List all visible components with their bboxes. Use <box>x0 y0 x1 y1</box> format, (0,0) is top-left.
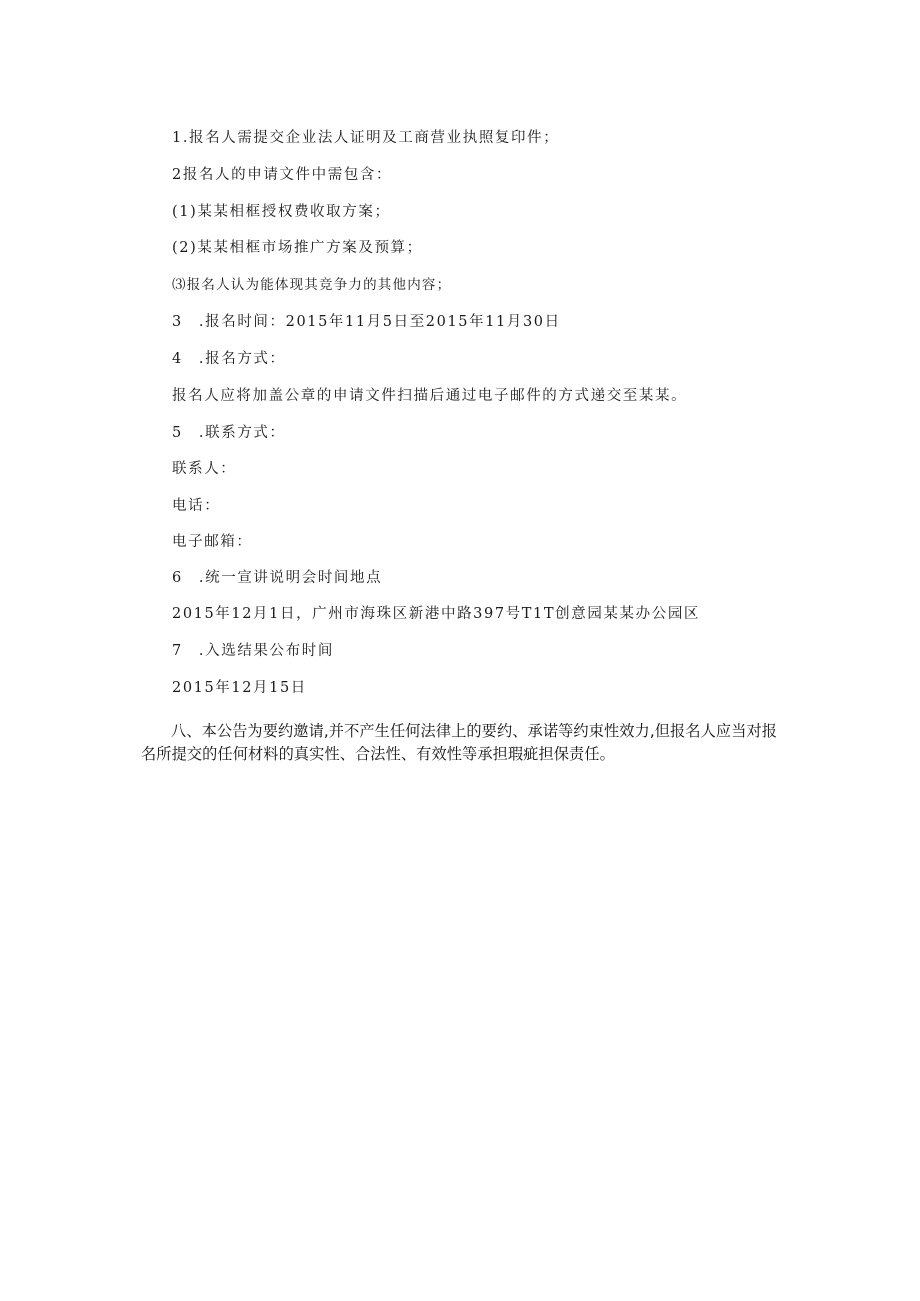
requirement-line-2: 2报名人的申请文件中需包含： <box>172 167 393 183</box>
requirement-item-3: ⑶报名人认为能体现其竞争力的其他内容； <box>172 277 452 293</box>
results-date: 2015年12月15日 <box>172 680 307 696</box>
registration-time: 3 .报名时间：2015年11月5日至2015年11月30日 <box>172 314 561 330</box>
registration-method-heading: 4 .报名方式： <box>172 351 286 367</box>
contact-heading: 5 .联系方式： <box>172 425 286 441</box>
requirement-item-2: (2)某某相框市场推广方案及预算； <box>172 240 423 256</box>
contact-phone: 电话： <box>172 498 221 514</box>
requirement-item-1: (1)某某相框授权费收取方案； <box>172 204 391 220</box>
requirement-line-1: 1.报名人需提交企业法人证明及工商营业执照复印件； <box>172 130 560 146</box>
briefing-heading: 6 .统一宣讲说明会时间地点 <box>172 570 383 586</box>
contact-email: 电子邮箱： <box>172 534 253 550</box>
results-heading: 7 .入选结果公布时间 <box>172 643 334 659</box>
contact-person: 联系人： <box>172 461 237 477</box>
registration-method-text: 报名人应将加盖公章的申请文件扫描后通过电子邮件的方式递交至某某。 <box>172 388 688 404</box>
closing-paragraph: 八、本公告为要约邀请,并不产生任何法律上的要约、承诺等约束性效力,但报名人应当对报名所提交的任何材料的真实性、合法性、有效性等承担瑕疵担保责任。 <box>141 722 778 763</box>
briefing-detail: 2015年12月1日，广州市海珠区新港中路397号T1T创意园某某办公园区 <box>172 606 701 622</box>
